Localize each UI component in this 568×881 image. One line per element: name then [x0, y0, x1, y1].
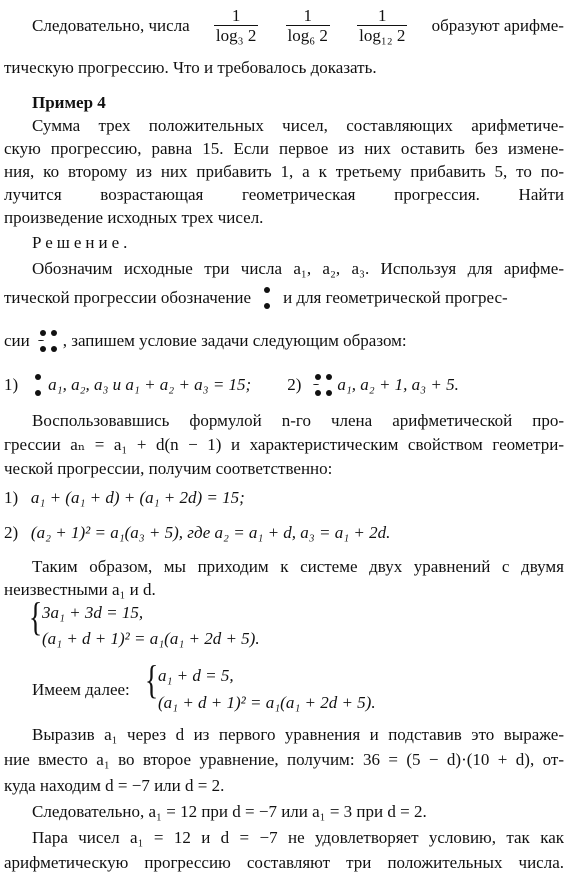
system-intro-line: Таким образом, мы приходим к системе двух уравнений с двумя	[32, 557, 564, 576]
intro-text: Следовательно, числа	[32, 15, 190, 35]
result-line: Следовательно, a₁ = 12 при d = −7 или a₁ = 3 при d = 2.	[32, 802, 427, 821]
condition-2: a₁, a₂ + 1, a₃ + 5.	[337, 375, 459, 394]
problem-line: Сумма трех положительных чисел, составляющих арифметиче-	[32, 116, 564, 135]
example-heading: Пример 4	[32, 93, 106, 112]
derivation-line: Выразив a₁ через d из первого уравнения и подставив это выраже-	[32, 725, 564, 744]
problem-line: произведение исходных трех чисел.	[4, 208, 264, 227]
arithmetic-progression-symbol	[259, 286, 275, 310]
solution-line: Обозначим исходные три числа a₁, a₂, a₃. Используя для арифме-	[32, 259, 564, 278]
intro-line-2: тическую прогрессию. Что и требовалось доказать.	[4, 58, 377, 77]
fraction-1: 1 log₃ 2	[215, 6, 257, 45]
system-2-label: Имеем далее:	[32, 680, 130, 699]
formula-line: грессии aₙ = a₁ + d(n − 1) и характеристическим свойством геометри-	[4, 435, 564, 454]
formula-line: Воспользовавшись формулой n-го члена арифметической про-	[32, 411, 564, 430]
problem-line: ния, ко второму из них прибавить 1, а к третьему прибавить 5, то по-	[4, 162, 564, 181]
arithmetic-progression-symbol	[30, 373, 46, 397]
solution-label: Решение.	[32, 233, 132, 252]
solution-line: сии , запишем условие задачи следующим образом:	[4, 329, 564, 353]
derivation-line: ние вместо a₁ во второе уравнение, получим: 36 = (5 − d)·(10 + d), от-	[4, 750, 564, 769]
geometric-progression-symbol	[313, 373, 335, 397]
condition-2-number: 2)	[287, 375, 302, 394]
problem-line: скую прогрессию, равна 15. Если первое из них оставить без измене-	[4, 139, 564, 158]
formula-line: ческой прогрессии, получим соответственно:	[4, 459, 333, 478]
equation-2: 2) (a₂ + 1)² = a₁(a₃ + 5), где a₂ = a₁ + d, a₃ = a₁ + 2d.	[4, 523, 391, 542]
solution-line: тической прогрессии обозначение и для геометрической прогрес-	[4, 286, 564, 310]
fraction-3: 1 log₁₂ 2	[359, 6, 406, 45]
intro-line: Следовательно, числа 1 log₃ 2 1 log₆ 2 1 log₁₂ 2 образуют арифме-	[32, 6, 564, 45]
problem-line: лучится возрастающая геометрическая прогрессия. Найти	[4, 185, 564, 204]
fraction-2: 1 log₆ 2	[287, 6, 328, 45]
equation-1: 1) a₁ + (a₁ + d) + (a₁ + 2d) = 15;	[4, 488, 245, 507]
condition-1: 1) a₁, a₂, a₃ и a₁ + a₂ + a₃ = 15; 2) a₁, a₂ + 1, a₃ + 5.	[4, 373, 564, 397]
geometric-progression-symbol	[38, 329, 60, 353]
page: Следовательно, числа 1 log₃ 2 1 log₆ 2 1 log₁₂ 2 образуют арифме- тическую прогрессию. Что и требовалось доказать. Пример 4 Сумма трех положительных чисел, составляющих арифметиче- скую прогрессию, равна 15. Если первое из них оставить без измене- ния, ко второму из них прибавить 1, а к третьему прибавить 5, то по- лучится возрастающая геометрическая прогрессия. Найти произведение исходных трех чисел. Решение. Обозначим исходные три числа a₁, a₂, a₃. Используя для арифме- тической прогрессии обозначение и для геометрической прогрес- сии , запишем условие задачи следующим образом: 1) a₁, a₂, a₃ и a₁ + a₂ + a₃ = 15; 2) a₁, a₂ + 1, a₃ + 5. Воспользовавшись формулой n-го члена арифметической про- грессии aₙ = a₁ + d(n − 1) и характеристическим свойством геометри- ческой прогрессии, получим соответственно: 1) a₁ + (a₁ + d) + (a₁ + 2d) = 15; 2) (a₂ + 1)² = a₁(a₃ + 5), где a₂ = a₁ + d, a₃ = a₁ + 2d. Таким образом, мы приходим к системе двух уравнений с двумя неизвестными a₁ и d. { 3a₁ + 3d = 15, (a₁ + d + 1)² = a₁(a₁ + 2d + 5). Имеем далее: { a₁ + d = 5, (a₁ + d + 1)² = a₁(a₁ + 2d + 5). Выразив a₁ через d из первого уравнения и подставив это выраже- ние вместо a₁ во второе уравнение, получим: 36 = (5 − d)·(10 + d), от- куда находим d = −7 или d = 2. Следовательно, a₁ = 12 при d = −7 или a₁ = 3 при d = 2. Пара чисел a₁ = 12 и d = −7 не удовлетворяет условию, так как арифметическую прогрессию составляют три положительных числа.	[4, 6, 564, 872]
conclusion-line: арифметическую прогрессию составляют три положительных числа.	[4, 853, 564, 872]
derivation-line: куда находим d = −7 или d = 2.	[4, 776, 225, 795]
system-intro-line: неизвестными a₁ и d.	[4, 580, 156, 599]
conclusion-line: Пара чисел a₁ = 12 и d = −7 не удовлетворяет условию, так как	[32, 828, 564, 847]
